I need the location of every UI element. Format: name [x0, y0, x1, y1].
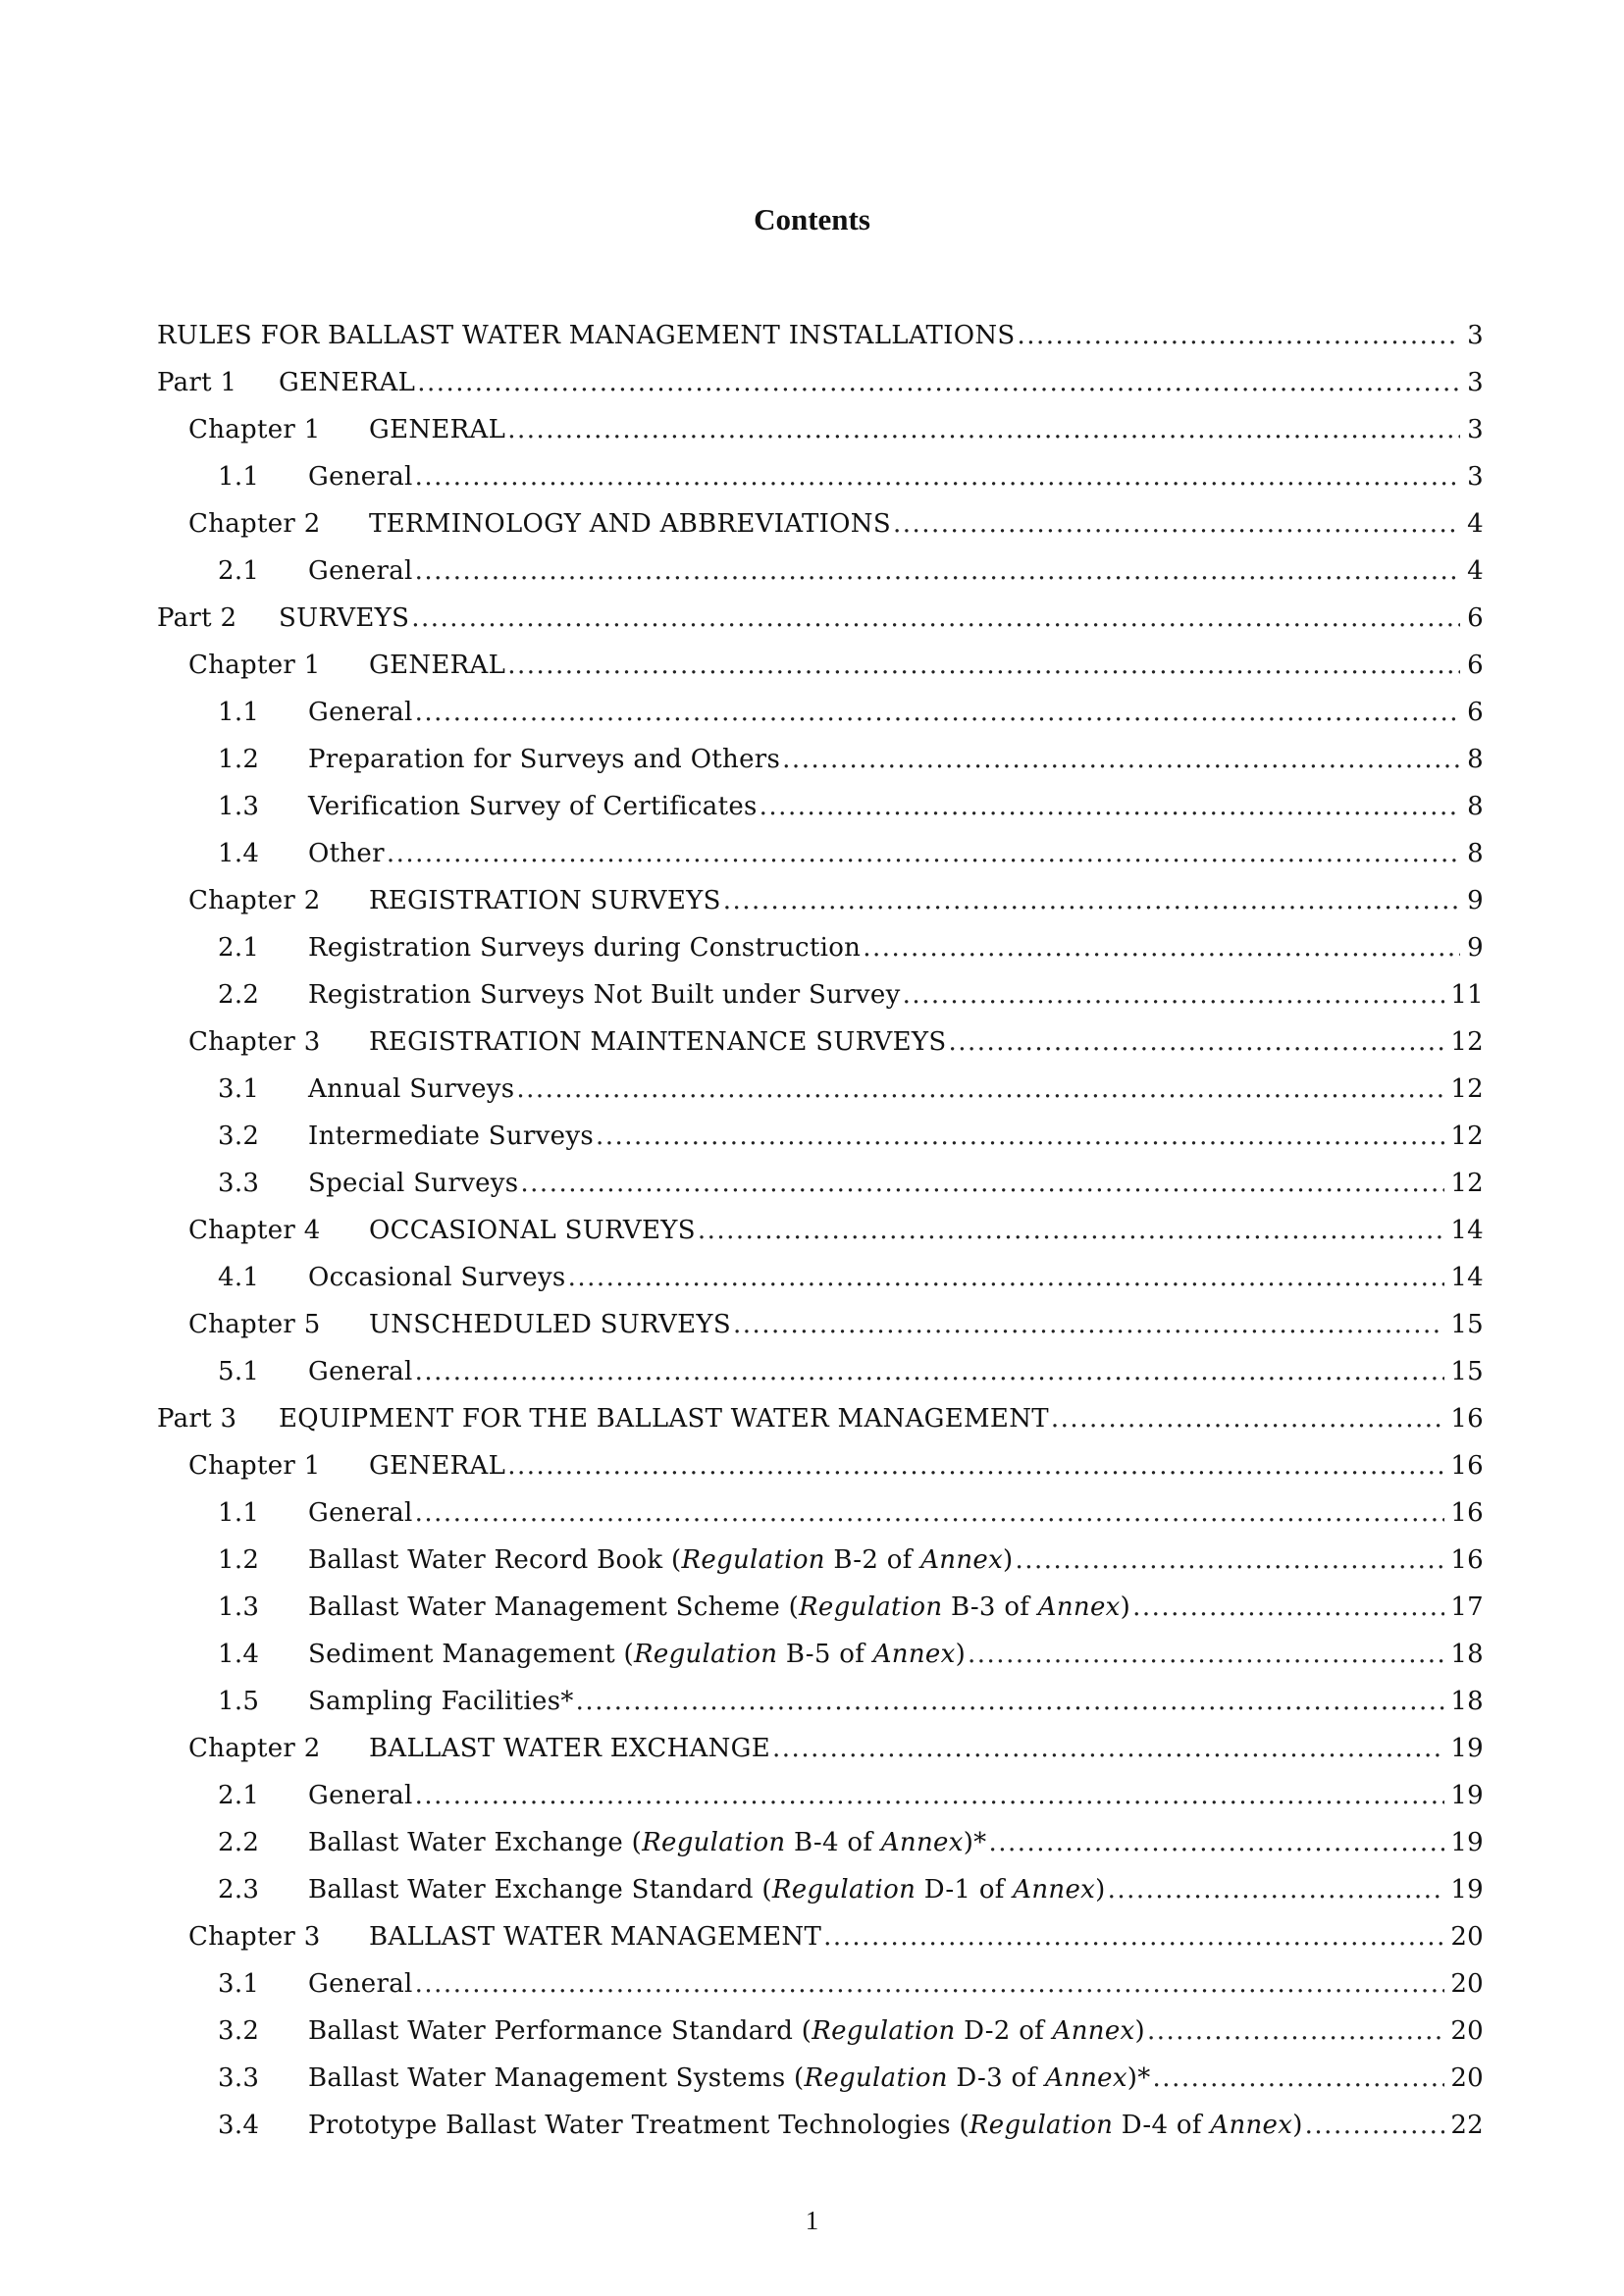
toc-entry-label	[308, 2111, 1303, 2140]
toc-dot-leader	[733, 1310, 1444, 1339]
toc-entry-number: Chapter 4	[188, 1216, 321, 1245]
toc-entry-label-part: Ballast Water Management Systems (	[308, 2063, 805, 2093]
page-number: 1	[805, 2206, 819, 2235]
toc-entry-label-part: Ballast Water Performance Standard (	[308, 2016, 812, 2046]
toc-entry-page: 19	[1450, 1734, 1484, 1763]
toc-entry-number: Part 3	[157, 1404, 237, 1434]
toc-entry-label: SURVEYS	[279, 603, 410, 633]
toc-entry-number: 1.3	[218, 792, 260, 821]
toc-entry-page: 4	[1467, 556, 1484, 586]
toc-entry-label	[308, 1875, 1106, 1905]
toc-entry[interactable]	[157, 1584, 1484, 1631]
toc-entry-label: Special Surveys	[308, 1169, 519, 1198]
toc-entry-page: 8	[1467, 839, 1484, 868]
toc-entry-number: 3.1	[218, 1074, 260, 1104]
toc-entry[interactable]	[157, 406, 1484, 453]
toc-dot-leader	[417, 368, 1460, 397]
toc-entry-page: 15	[1450, 1357, 1484, 1386]
toc-dot-leader	[903, 980, 1445, 1010]
toc-entry-page: 14	[1450, 1216, 1484, 1245]
toc-entry-number: Chapter 2	[188, 886, 321, 915]
toc-dot-leader	[415, 1357, 1445, 1386]
toc-entry-page: 12	[1450, 1122, 1484, 1151]
toc-entry-number: Chapter 1	[188, 1451, 321, 1481]
toc-entry-label: GENERAL	[369, 1451, 506, 1481]
toc-entry-label-italic: Regulation	[771, 1875, 917, 1905]
toc-entry-label-part: )	[1134, 2016, 1145, 2046]
toc-entry-number: 2.2	[218, 980, 260, 1010]
toc-entry-page: 9	[1467, 933, 1484, 963]
toc-entry-page: 3	[1467, 415, 1484, 444]
toc-dot-leader	[863, 933, 1460, 963]
toc-entry-number: 2.1	[218, 1781, 260, 1810]
toc-entry-label	[308, 1592, 1130, 1622]
toc-entry-number: 1.1	[218, 462, 260, 492]
toc-entry-label: General	[308, 1781, 413, 1810]
toc-entry-label: REGISTRATION SURVEYS	[369, 886, 721, 915]
toc-dot-leader	[1051, 1404, 1444, 1434]
toc-entry-label-part: Ballast Water Exchange (	[308, 1828, 643, 1857]
toc-entry-number: 1.2	[218, 745, 260, 774]
toc-entry-number: 4.1	[218, 1263, 260, 1292]
toc-entry-number: 2.3	[218, 1875, 260, 1905]
toc-entry[interactable]	[157, 500, 1484, 548]
toc-entry-page: 11	[1450, 980, 1484, 1010]
toc-dot-leader	[507, 651, 1460, 680]
toc-entry-label	[308, 2016, 1145, 2046]
toc-entry-page: 12	[1450, 1169, 1484, 1198]
toc-entry-label: General	[308, 462, 413, 492]
toc-entry-label-part: )	[1292, 2111, 1303, 2140]
toc-entry[interactable]	[157, 877, 1484, 924]
toc-dot-leader	[516, 1074, 1444, 1104]
toc-entry-label: General	[308, 1498, 413, 1528]
toc-entry[interactable]	[157, 830, 1484, 877]
toc-entry[interactable]	[157, 1725, 1484, 1772]
toc-entry-number: 3.4	[218, 2111, 260, 2140]
toc-entry[interactable]	[157, 1113, 1484, 1160]
toc-dot-leader	[415, 1969, 1445, 1999]
toc-entry[interactable]	[157, 1819, 1484, 1866]
toc-dot-leader	[1016, 1545, 1445, 1575]
toc-entry[interactable]	[157, 1301, 1484, 1348]
toc-entry-label-italic: Annex	[1037, 1592, 1121, 1622]
toc-entry-label: OCCASIONAL SURVEYS	[369, 1216, 696, 1245]
toc-entry-page: 6	[1467, 651, 1484, 680]
toc-entry-label: RULES FOR BALLAST WATER MANAGEMENT INSTALLATIONS	[157, 321, 1016, 350]
toc-entry[interactable]	[157, 1772, 1484, 1819]
toc-entry-label-part: )	[1095, 1875, 1106, 1905]
toc-dot-leader	[823, 1922, 1444, 1952]
toc-entry-label-part: )	[1120, 1592, 1131, 1622]
toc-entry-number: Part 2	[157, 603, 237, 633]
toc-entry-label-italic: Regulation	[681, 1545, 825, 1575]
toc-entry-label-part: D-2 of	[955, 2016, 1053, 2046]
toc-entry-label-part: )	[955, 1640, 967, 1669]
toc-entry-label: Intermediate Surveys	[308, 1122, 594, 1151]
toc-dot-leader	[782, 745, 1460, 774]
toc-entry-label-italic: Annex	[1052, 2016, 1135, 2046]
toc-dot-leader	[415, 556, 1460, 586]
toc-entry-label: General	[308, 1969, 413, 1999]
toc-dot-leader	[968, 1640, 1444, 1669]
toc-entry-label-part: )	[1003, 1545, 1014, 1575]
toc-dot-leader	[1018, 321, 1461, 350]
toc-entry-label-part: Ballast Water Record Book (	[308, 1545, 682, 1575]
toc-entry-label-italic: Annex	[872, 1640, 956, 1669]
toc-entry-label-part: Sediment Management (	[308, 1640, 634, 1669]
toc-entry-label-italic: Annex	[1013, 1875, 1096, 1905]
toc-entry-label: Other	[308, 839, 385, 868]
toc-entry[interactable]	[157, 1348, 1484, 1395]
toc-entry-number: 1.1	[218, 698, 260, 727]
toc-entry-label-part: B-3 of	[942, 1592, 1038, 1622]
toc-entry-label-italic: Annex	[1044, 2063, 1127, 2093]
toc-entry[interactable]	[157, 1160, 1484, 1207]
toc-entry-number: 1.3	[218, 1592, 260, 1622]
toc-entry-page: 20	[1450, 2016, 1484, 2046]
toc-dot-leader	[893, 509, 1460, 539]
toc-entry[interactable]	[157, 689, 1484, 736]
toc-entry-page: 4	[1467, 509, 1484, 539]
toc-dot-leader	[1108, 1875, 1445, 1905]
toc-entry-page: 12	[1450, 1074, 1484, 1104]
toc-dot-leader	[948, 1027, 1444, 1057]
toc-entry-label: BALLAST WATER MANAGEMENT	[369, 1922, 822, 1952]
toc-entry-label: General	[308, 1357, 413, 1386]
toc-dot-leader	[1305, 2111, 1445, 2140]
toc-dot-leader	[1147, 2016, 1444, 2046]
toc-entry-number: Chapter 5	[188, 1310, 321, 1339]
toc-entry-label	[308, 2063, 1151, 2093]
toc-entry-page: 22	[1450, 2111, 1484, 2140]
toc-entry-label-italic: Regulation	[642, 1828, 786, 1857]
toc-entry-label-italic: Regulation	[969, 2111, 1114, 2140]
toc-entry[interactable]	[157, 548, 1484, 595]
toc-entry-number: Part 1	[157, 368, 237, 397]
toc-entry[interactable]	[157, 971, 1484, 1018]
table-of-contents	[157, 312, 1484, 2149]
toc-entry-page: 6	[1467, 698, 1484, 727]
toc-entry[interactable]	[157, 453, 1484, 500]
toc-entry-label-part: B-5 of	[777, 1640, 873, 1669]
toc-entry-label: EQUIPMENT FOR THE BALLAST WATER MANAGEMENT	[279, 1404, 1049, 1434]
toc-entry[interactable]	[157, 1913, 1484, 1960]
toc-entry[interactable]	[157, 1631, 1484, 1678]
toc-dot-leader	[760, 792, 1460, 821]
toc-entry-label-italic: Annex	[1210, 2111, 1293, 2140]
toc-entry-label-italic: Regulation	[799, 1592, 943, 1622]
toc-dot-leader	[415, 462, 1460, 492]
toc-entry-label-italic: Regulation	[634, 1640, 778, 1669]
toc-entry-number: Chapter 3	[188, 1027, 321, 1057]
toc-entry-number: 5.1	[218, 1357, 260, 1386]
toc-entry-label	[308, 1545, 1014, 1575]
toc-entry-label: GENERAL	[279, 368, 416, 397]
toc-entry[interactable]	[157, 595, 1484, 642]
toc-entry-label-part: Prototype Ballast Water Treatment Technologies (	[308, 2111, 969, 2140]
toc-dot-leader	[698, 1216, 1444, 1245]
toc-entry[interactable]	[157, 1537, 1484, 1584]
page-title: Contents	[754, 202, 870, 236]
toc-entry-label: Registration Surveys Not Built under Survey	[308, 980, 901, 1010]
toc-entry-page: 9	[1467, 886, 1484, 915]
toc-entry-label-part: )*	[963, 1828, 987, 1857]
toc-entry-label: UNSCHEDULED SURVEYS	[369, 1310, 731, 1339]
toc-dot-leader	[415, 1498, 1445, 1528]
toc-entry-page: 19	[1450, 1875, 1484, 1905]
toc-entry-page: 20	[1450, 1922, 1484, 1952]
toc-entry-number: 2.1	[218, 556, 260, 586]
toc-entry[interactable]	[157, 642, 1484, 689]
toc-entry[interactable]	[157, 924, 1484, 971]
toc-entry-page: 18	[1450, 1687, 1484, 1716]
toc-entry-page: 16	[1450, 1451, 1484, 1481]
toc-entry-number: 1.5	[218, 1687, 260, 1716]
toc-entry-number: 3.2	[218, 1122, 260, 1151]
toc-entry-number: Chapter 3	[188, 1922, 321, 1952]
toc-entry[interactable]	[157, 1066, 1484, 1113]
toc-entry-page: 16	[1450, 1545, 1484, 1575]
toc-entry-label-part: )*	[1126, 2063, 1151, 2093]
toc-entry-number: 1.4	[218, 839, 260, 868]
toc-entry-label	[308, 1640, 966, 1669]
toc-entry[interactable]	[157, 2102, 1484, 2149]
toc-entry-page: 20	[1450, 2063, 1484, 2093]
toc-entry-number: 1.2	[218, 1545, 260, 1575]
toc-entry-page: 18	[1450, 1640, 1484, 1669]
toc-entry[interactable]	[157, 312, 1484, 359]
toc-dot-leader	[1153, 2063, 1445, 2093]
toc-entry-label: TERMINOLOGY AND ABBREVIATIONS	[369, 509, 891, 539]
toc-entry-label: REGISTRATION MAINTENANCE SURVEYS	[369, 1027, 947, 1057]
toc-entry-label-part: D-4 of	[1113, 2111, 1211, 2140]
toc-entry[interactable]	[157, 2055, 1484, 2102]
toc-entry-label: Preparation for Surveys and Others	[308, 745, 781, 774]
toc-entry-label: Sampling Facilities*	[308, 1687, 574, 1716]
toc-entry-label: Occasional Surveys	[308, 1263, 566, 1292]
toc-entry[interactable]	[157, 2008, 1484, 2055]
toc-dot-leader	[411, 603, 1460, 633]
toc-entry-label: BALLAST WATER EXCHANGE	[369, 1734, 771, 1763]
toc-entry-page: 17	[1450, 1592, 1484, 1622]
toc-dot-leader	[520, 1169, 1444, 1198]
toc-entry-page: 15	[1450, 1310, 1484, 1339]
toc-entry-number: 2.2	[218, 1828, 260, 1857]
toc-entry[interactable]	[157, 736, 1484, 783]
toc-entry-number: 2.1	[218, 933, 260, 963]
toc-entry-number: Chapter 2	[188, 509, 321, 539]
toc-dot-leader	[772, 1734, 1444, 1763]
toc-entry-label-italic: Regulation	[812, 2016, 956, 2046]
toc-entry-label-part: B-4 of	[785, 1828, 881, 1857]
toc-entry[interactable]	[157, 359, 1484, 406]
toc-dot-leader	[723, 886, 1460, 915]
toc-entry-number: Chapter 1	[188, 651, 321, 680]
toc-entry-label: Annual Surveys	[308, 1074, 515, 1104]
toc-entry[interactable]	[157, 1489, 1484, 1537]
toc-dot-leader	[415, 698, 1460, 727]
toc-entry-label-italic: Regulation	[804, 2063, 948, 2093]
toc-dot-leader	[988, 1828, 1444, 1857]
toc-entry-page: 3	[1467, 462, 1484, 492]
toc-dot-leader	[415, 1781, 1445, 1810]
toc-entry-page: 20	[1450, 1969, 1484, 1999]
toc-entry-page: 16	[1450, 1498, 1484, 1528]
toc-dot-leader	[387, 839, 1460, 868]
toc-entry-label: GENERAL	[369, 415, 506, 444]
toc-entry-page: 3	[1467, 368, 1484, 397]
toc-dot-leader	[576, 1687, 1445, 1716]
toc-entry-page: 14	[1450, 1263, 1484, 1292]
toc-entry-number: 3.2	[218, 2016, 260, 2046]
toc-entry-label-part: D-3 of	[947, 2063, 1045, 2093]
toc-entry-number: Chapter 1	[188, 415, 321, 444]
toc-entry-label: GENERAL	[369, 651, 506, 680]
toc-entry-label-italic: Annex	[880, 1828, 964, 1857]
toc-entry-number: 1.1	[218, 1498, 260, 1528]
toc-entry[interactable]	[157, 1442, 1484, 1489]
toc-entry-number: 3.3	[218, 1169, 260, 1198]
toc-entry[interactable]	[157, 1678, 1484, 1725]
toc-entry-number: 1.4	[218, 1640, 260, 1669]
toc-entry[interactable]	[157, 1018, 1484, 1066]
toc-dot-leader	[596, 1122, 1444, 1151]
toc-entry-label-part: Ballast Water Management Scheme (	[308, 1592, 800, 1622]
toc-entry[interactable]	[157, 783, 1484, 830]
toc-entry-page: 12	[1450, 1027, 1484, 1057]
toc-entry-page: 6	[1467, 603, 1484, 633]
toc-entry[interactable]	[157, 1960, 1484, 2008]
toc-entry-page: 19	[1450, 1828, 1484, 1857]
toc-entry-label: General	[308, 698, 413, 727]
toc-entry-number: 3.1	[218, 1969, 260, 1999]
toc-entry-label-italic: Annex	[920, 1545, 1004, 1575]
toc-entry-number: Chapter 2	[188, 1734, 321, 1763]
toc-dot-leader	[507, 1451, 1444, 1481]
toc-entry-page: 16	[1450, 1404, 1484, 1434]
toc-dot-leader	[568, 1263, 1445, 1292]
toc-dot-leader	[507, 415, 1460, 444]
toc-entry-page: 8	[1467, 792, 1484, 821]
toc-entry-label	[308, 1828, 986, 1857]
toc-entry-label-part: Ballast Water Exchange Standard (	[308, 1875, 772, 1905]
toc-dot-leader	[1132, 1592, 1444, 1622]
toc-entry[interactable]	[157, 1395, 1484, 1442]
toc-entry-page: 8	[1467, 745, 1484, 774]
toc-entry-label: General	[308, 556, 413, 586]
toc-entry[interactable]	[157, 1866, 1484, 1913]
toc-entry-page: 19	[1450, 1781, 1484, 1810]
toc-entry-label: Verification Survey of Certificates	[308, 792, 758, 821]
toc-entry[interactable]	[157, 1254, 1484, 1301]
toc-entry-label-part: D-1 of	[916, 1875, 1014, 1905]
toc-entry-label-part: B-2 of	[824, 1545, 921, 1575]
toc-entry-number: 3.3	[218, 2063, 260, 2093]
toc-entry[interactable]	[157, 1207, 1484, 1254]
toc-entry-page: 3	[1467, 321, 1484, 350]
toc-entry-label: Registration Surveys during Construction	[308, 933, 862, 963]
